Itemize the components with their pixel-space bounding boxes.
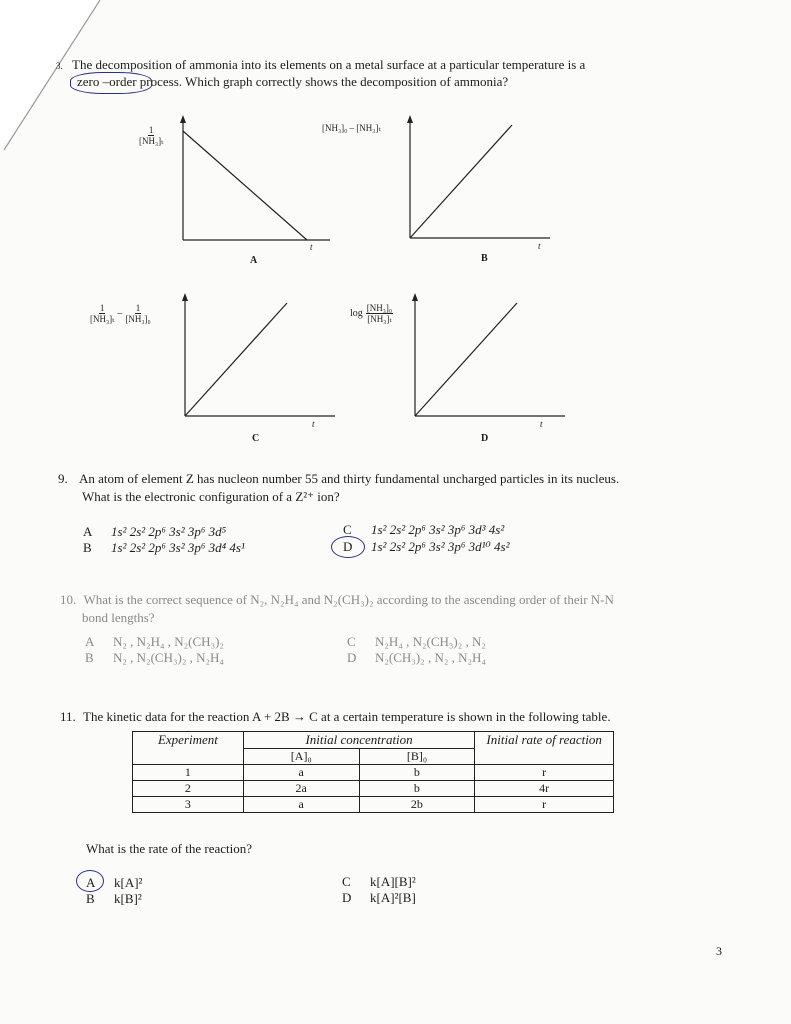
header-experiment: Experiment [133,732,244,765]
question-10-number: 10. [60,592,77,607]
question-8-number: 3. [56,61,63,71]
table-row: 1 a b r [133,765,614,781]
question-10-line1: What is the correct sequence of N₂, N₂H₄ and N₂(CH₃)₂ according to the ascending order of their N-N [83,592,614,607]
question-9-line2: What is the electronic configuration of a Z²⁺ ion? [82,489,340,504]
table-row: 3 a 2b r [133,797,614,813]
question-9-line1: An atom of element Z has nucleon number 55 and thirty fundamental uncharged particles in its nucleus. [79,471,620,486]
q9-option-d[interactable]: D 1s² 2s² 2p⁶ 3s² 3p⁶ 3d¹⁰ 4s² [343,539,510,554]
question-11 [60,708,760,725]
header-initial-rate: Initial rate of reaction [475,732,614,765]
graph-d-ylabel: log $\frac{\text{[NH₃]₀}}{\text{[NH₃]ₜ}}$ [350,303,393,324]
q10-option-c[interactable]: C N₂H₄ , N₂(CH₃)₂ , N₂ [347,634,486,649]
graph-b-letter: B [481,253,488,264]
graph-a-xlabel: t [310,242,313,252]
graph-a-ylabel: $\frac{1}{\text{[NH₃]ₜ}}$ [139,125,164,146]
question-8-line1: The decomposition of ammonia into its elements on a metal surface at a particular temperature is a [72,57,586,72]
q10-option-d[interactable]: D N₂(CH₃)₂ , N₂ , N₂H₄ [347,650,486,665]
q11-option-d[interactable]: D k[A]²[B] [342,890,416,905]
q9-answer-circle [331,536,365,558]
question-9 [58,470,758,487]
graph-a-axes [175,115,335,245]
graph-b-xlabel: t [538,241,541,251]
q11-option-a[interactable]: A k[A]² [86,875,143,890]
graph-b-axes [402,115,552,245]
graph-c-ylabel: $\frac{1}{\text{[NH₃]ₜ}}$ – $\frac{1}{\text{[NH₃]₀}}$ [90,303,151,324]
q10-option-a[interactable]: A N₂ , N₂H₄ , N₂(CH₃)₂ [85,634,224,649]
question-9-number: 9. [58,471,68,486]
graph-d-axes [407,293,567,423]
graph-c-xlabel: t [312,419,315,429]
question-11-prompt: What is the rate of the reaction? [86,841,253,856]
graph-d-xlabel: t [540,419,543,429]
kinetic-data-table [132,731,614,813]
graph-a-line [183,131,307,240]
graph-a [135,115,335,275]
header-b0: [B]₀ [359,749,475,765]
graph-c-letter: C [252,433,260,444]
page-number: 3 [716,944,722,958]
question-10 [60,591,760,608]
q9-option-b[interactable]: B 1s² 2s² 2p⁶ 3s² 3p⁶ 3d⁴ 4s¹ [83,540,245,555]
q9-option-a[interactable]: A 1s² 2s² 2p⁶ 3s² 3p⁶ 3d⁵ [83,524,227,539]
q11-option-b[interactable]: B k[B]² [86,891,142,906]
graph-b-ylabel: [NH₃]₀ – [NH₃]ₜ [322,123,381,133]
header-initial-concentration: Initial concentration [243,732,474,749]
q11-option-c[interactable]: C k[A][B]² [342,874,416,889]
q9-option-c[interactable]: C 1s² 2s² 2p⁶ 3s² 3p⁶ 3d³ 4s² [343,522,505,537]
graph-c-line [185,303,287,416]
question-8-line2: zero –order process. Which graph correctly shows the decomposition of ammonia? [77,74,509,89]
zero-order-circle [70,72,152,94]
graph-c [90,293,340,453]
q10-option-b[interactable]: B N₂ , N₂(CH₃)₂ , N₂H₄ [85,650,224,665]
graph-c-axes [177,293,337,423]
question-10-line2: bond lengths? [82,610,155,625]
graph-d [350,293,570,453]
header-a0: [A]₀ [243,749,359,765]
graph-b [322,115,552,275]
table-row: 2 2a b 4r [133,781,614,797]
graph-b-line [410,125,512,238]
graph-d-letter: D [481,433,489,444]
question-11-number: 11. [60,709,76,724]
q11-answer-circle [76,870,104,892]
question-11-line1: The kinetic data for the reaction A + 2B → C at a certain temperature is shown in the following table. [83,709,611,724]
graph-a-letter: A [250,255,258,266]
graph-d-line [415,303,517,416]
